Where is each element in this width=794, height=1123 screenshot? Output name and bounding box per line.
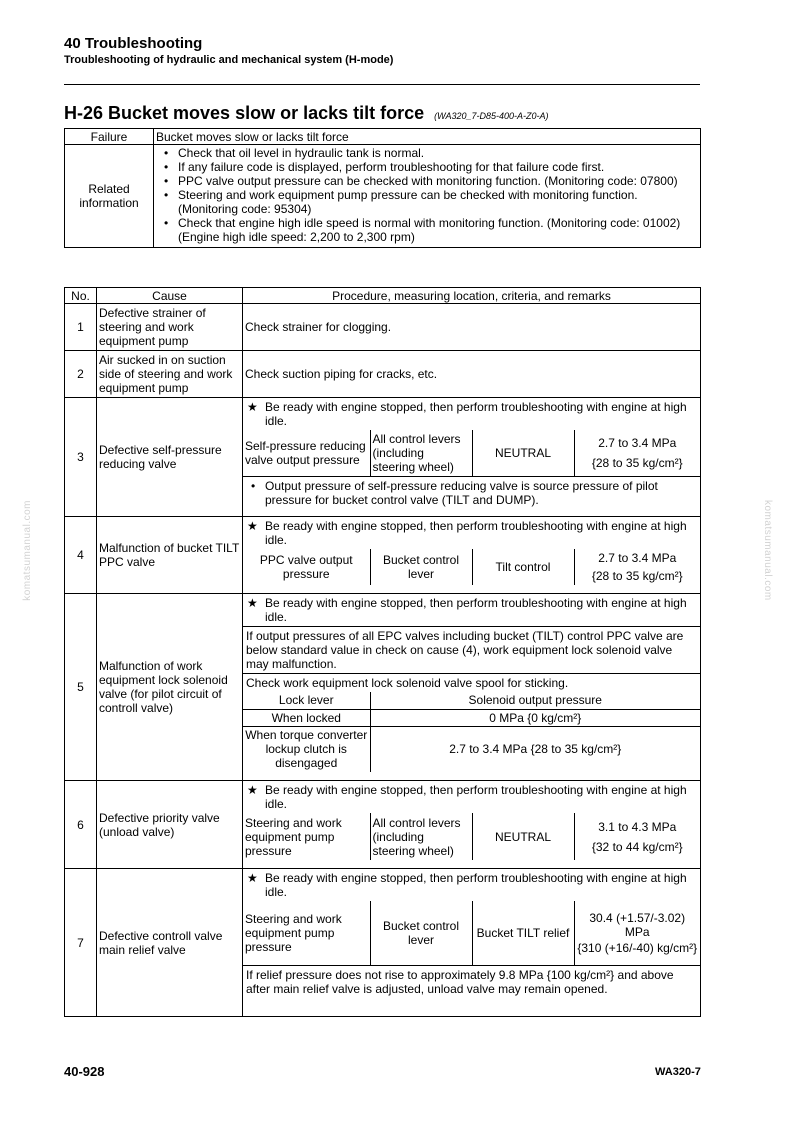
table-row — [65, 304, 701, 351]
standard-kgcm2: {32 to 44 kg/cm²} — [591, 839, 683, 854]
measure-condition: Bucket control lever — [370, 549, 472, 585]
standard-kgcm2: {28 to 35 kg/cm²} — [591, 456, 683, 470]
measure-location: PPC valve output pressure — [243, 549, 370, 585]
lock-state: When locked — [243, 709, 370, 726]
section-heading — [64, 103, 549, 124]
preparation-note — [243, 781, 700, 813]
row-procedure — [243, 781, 701, 869]
related-info-label: Related information — [65, 145, 154, 248]
procedure-text: Check work equipment lock solenoid valve spool for sticking. — [243, 673, 700, 692]
row-no: 7 — [65, 869, 97, 1017]
solenoid-table — [243, 692, 700, 772]
preparation-text: Be ready with engine stopped, then perform troubleshooting with engine at high idle. — [265, 400, 687, 428]
list-item: • Steering and work equipment pump pressure can be checked with monitoring function. (Monitoring code: 95304) — [164, 188, 698, 216]
row-cause: Air sucked in on suction side of steering and work equipment pump — [97, 351, 243, 398]
row-no: 6 — [65, 781, 97, 869]
row-cause: Defective strainer of steering and work equipment pump — [97, 304, 243, 351]
procedure-text: If output pressures of all EPC valves including bucket (TILT) control PPC valve are below standard value in check on cause (4), work equipment lock solenoid valve may malfunction. — [243, 626, 700, 673]
measure-standard — [574, 901, 700, 965]
chapter-subtitle: Troubleshooting of hydraulic and mechanical system (H-mode) — [64, 54, 394, 66]
row-procedure — [243, 869, 701, 1017]
measure-location: Steering and work equipment pump pressure — [243, 901, 370, 965]
table-row — [65, 351, 701, 398]
row-procedure — [243, 594, 701, 781]
standard-kgcm2: {310 (+16/-40) kg/cm²} — [577, 941, 698, 955]
standard-kgcm2: {28 to 35 kg/cm²} — [591, 569, 683, 583]
measurement-table — [243, 430, 700, 476]
col-header-no: No. — [65, 288, 97, 304]
measure-state: NEUTRAL — [472, 813, 574, 860]
solenoid-pressure: 2.7 to 3.4 MPa {28 to 35 kg/cm²} — [370, 726, 700, 772]
row-no: 4 — [65, 517, 97, 594]
remark-note — [243, 476, 700, 509]
measure-standard — [574, 813, 700, 860]
col-header-lock-lever: Lock lever — [243, 692, 370, 709]
preparation-text: Be ready with engine stopped, then perform troubleshooting with engine at high idle. — [265, 596, 687, 624]
related-info-list — [156, 146, 698, 230]
row-procedure: Check strainer for clogging. — [243, 304, 701, 351]
failure-label: Failure — [65, 129, 154, 145]
standard-mpa: 2.7 to 3.4 MPa — [598, 551, 677, 565]
chapter-title: 40 Troubleshooting — [64, 35, 203, 52]
preparation-note — [243, 517, 700, 549]
col-header-procedure: Procedure, measuring location, criteria, and remarks — [243, 288, 701, 304]
table-row — [65, 517, 701, 594]
solenoid-pressure: 0 MPa {0 kg/cm²} — [370, 709, 700, 726]
measure-location: Self-pressure reducing valve output pressure — [243, 430, 370, 476]
row-cause: Defective controll valve main relief valve — [97, 869, 243, 1017]
row-no: 5 — [65, 594, 97, 781]
table-row — [65, 594, 701, 781]
row-cause: Defective priority valve (unload valve) — [97, 781, 243, 869]
section-code: (WA320_7-D85-400-A-Z0-A) — [434, 111, 549, 121]
table-header-row — [65, 288, 701, 304]
row-procedure — [243, 517, 701, 594]
row-cause: Malfunction of work equipment lock solenoid valve (for pilot circuit of controll valve) — [97, 594, 243, 781]
row-cause: Defective self-pressure reducing valve — [97, 398, 243, 517]
cause-table — [64, 287, 701, 1017]
preparation-note — [243, 398, 700, 430]
page-number: 40-928 — [64, 1064, 105, 1079]
list-item: • Check that oil level in hydraulic tank is normal. — [164, 146, 698, 160]
measure-state: Tilt control — [472, 549, 574, 585]
measure-state: Bucket TILT relief — [472, 901, 574, 965]
standard-mpa: 2.7 to 3.4 MPa — [598, 436, 677, 450]
watermark-right: komatsumanual.com — [762, 500, 773, 601]
table-row — [65, 398, 701, 517]
measure-condition: All control levers (including steering wheel) — [370, 813, 472, 860]
remark-note: If relief pressure does not rise to approximately 9.8 MPa {100 kg/cm²} and above after main relief valve is adjusted, unload valve may remain opened. — [243, 965, 700, 998]
lock-state: When torque converter lockup clutch is disengaged — [243, 726, 370, 772]
row-no: 3 — [65, 398, 97, 517]
related-info-content — [154, 145, 701, 248]
remark-text: Output pressure of self-pressure reducing valve is source pressure of pilot pressure for bucket control valve (TILT and DUMP). — [265, 479, 658, 507]
watermark-left: komatsumanual.com — [22, 500, 33, 601]
row-no: 2 — [65, 351, 97, 398]
measure-location: Steering and work equipment pump pressure — [243, 813, 370, 860]
star-icon: ★ — [247, 783, 258, 797]
list-item: • If any failure code is displayed, perform troubleshooting for that failure code first. — [164, 160, 698, 174]
list-item: • PPC valve output pressure can be checked with monitoring function. (Monitoring code: 07800) — [164, 174, 698, 188]
bullet-icon: • — [251, 479, 256, 493]
measure-condition: All control levers (including steering wheel) — [370, 430, 472, 476]
model-number: WA320-7 — [655, 1066, 701, 1078]
measure-standard — [574, 549, 700, 585]
preparation-text: Be ready with engine stopped, then perform troubleshooting with engine at high idle. — [265, 519, 687, 547]
info-table — [64, 128, 701, 248]
table-row — [65, 869, 701, 1017]
table-row — [65, 781, 701, 869]
star-icon: ★ — [247, 596, 258, 610]
failure-value: Bucket moves slow or lacks tilt force — [154, 129, 701, 145]
col-header-solenoid-pressure: Solenoid output pressure — [370, 692, 700, 709]
star-icon: ★ — [247, 519, 258, 533]
row-procedure — [243, 398, 701, 517]
standard-mpa: 30.4 (+1.57/-3.02) MPa — [589, 911, 686, 939]
measure-state: NEUTRAL — [472, 430, 574, 476]
preparation-note — [243, 869, 700, 901]
preparation-text: Be ready with engine stopped, then perform troubleshooting with engine at high idle. — [265, 871, 687, 899]
measure-condition: Bucket control lever — [370, 901, 472, 965]
related-info-extra: (Engine high idle speed: 2,200 to 2,300 rpm) — [178, 230, 415, 244]
star-icon: ★ — [247, 400, 258, 414]
measurement-table — [243, 901, 700, 965]
preparation-text: Be ready with engine stopped, then perform troubleshooting with engine at high idle. — [265, 783, 687, 811]
row-procedure: Check suction piping for cracks, etc. — [243, 351, 701, 398]
star-icon: ★ — [247, 871, 258, 885]
col-header-cause: Cause — [97, 288, 243, 304]
measure-standard — [574, 430, 700, 476]
measurement-table — [243, 813, 700, 860]
standard-mpa: 3.1 to 4.3 MPa — [598, 819, 677, 834]
section-title: H-26 Bucket moves slow or lacks tilt force — [64, 103, 425, 123]
header-divider — [64, 84, 700, 85]
list-item: • Check that engine high idle speed is normal with monitoring function. (Monitoring code: 01002) — [164, 216, 698, 230]
measurement-table — [243, 549, 700, 585]
preparation-note — [243, 594, 700, 626]
row-cause: Malfunction of bucket TILT PPC valve — [97, 517, 243, 594]
row-no: 1 — [65, 304, 97, 351]
